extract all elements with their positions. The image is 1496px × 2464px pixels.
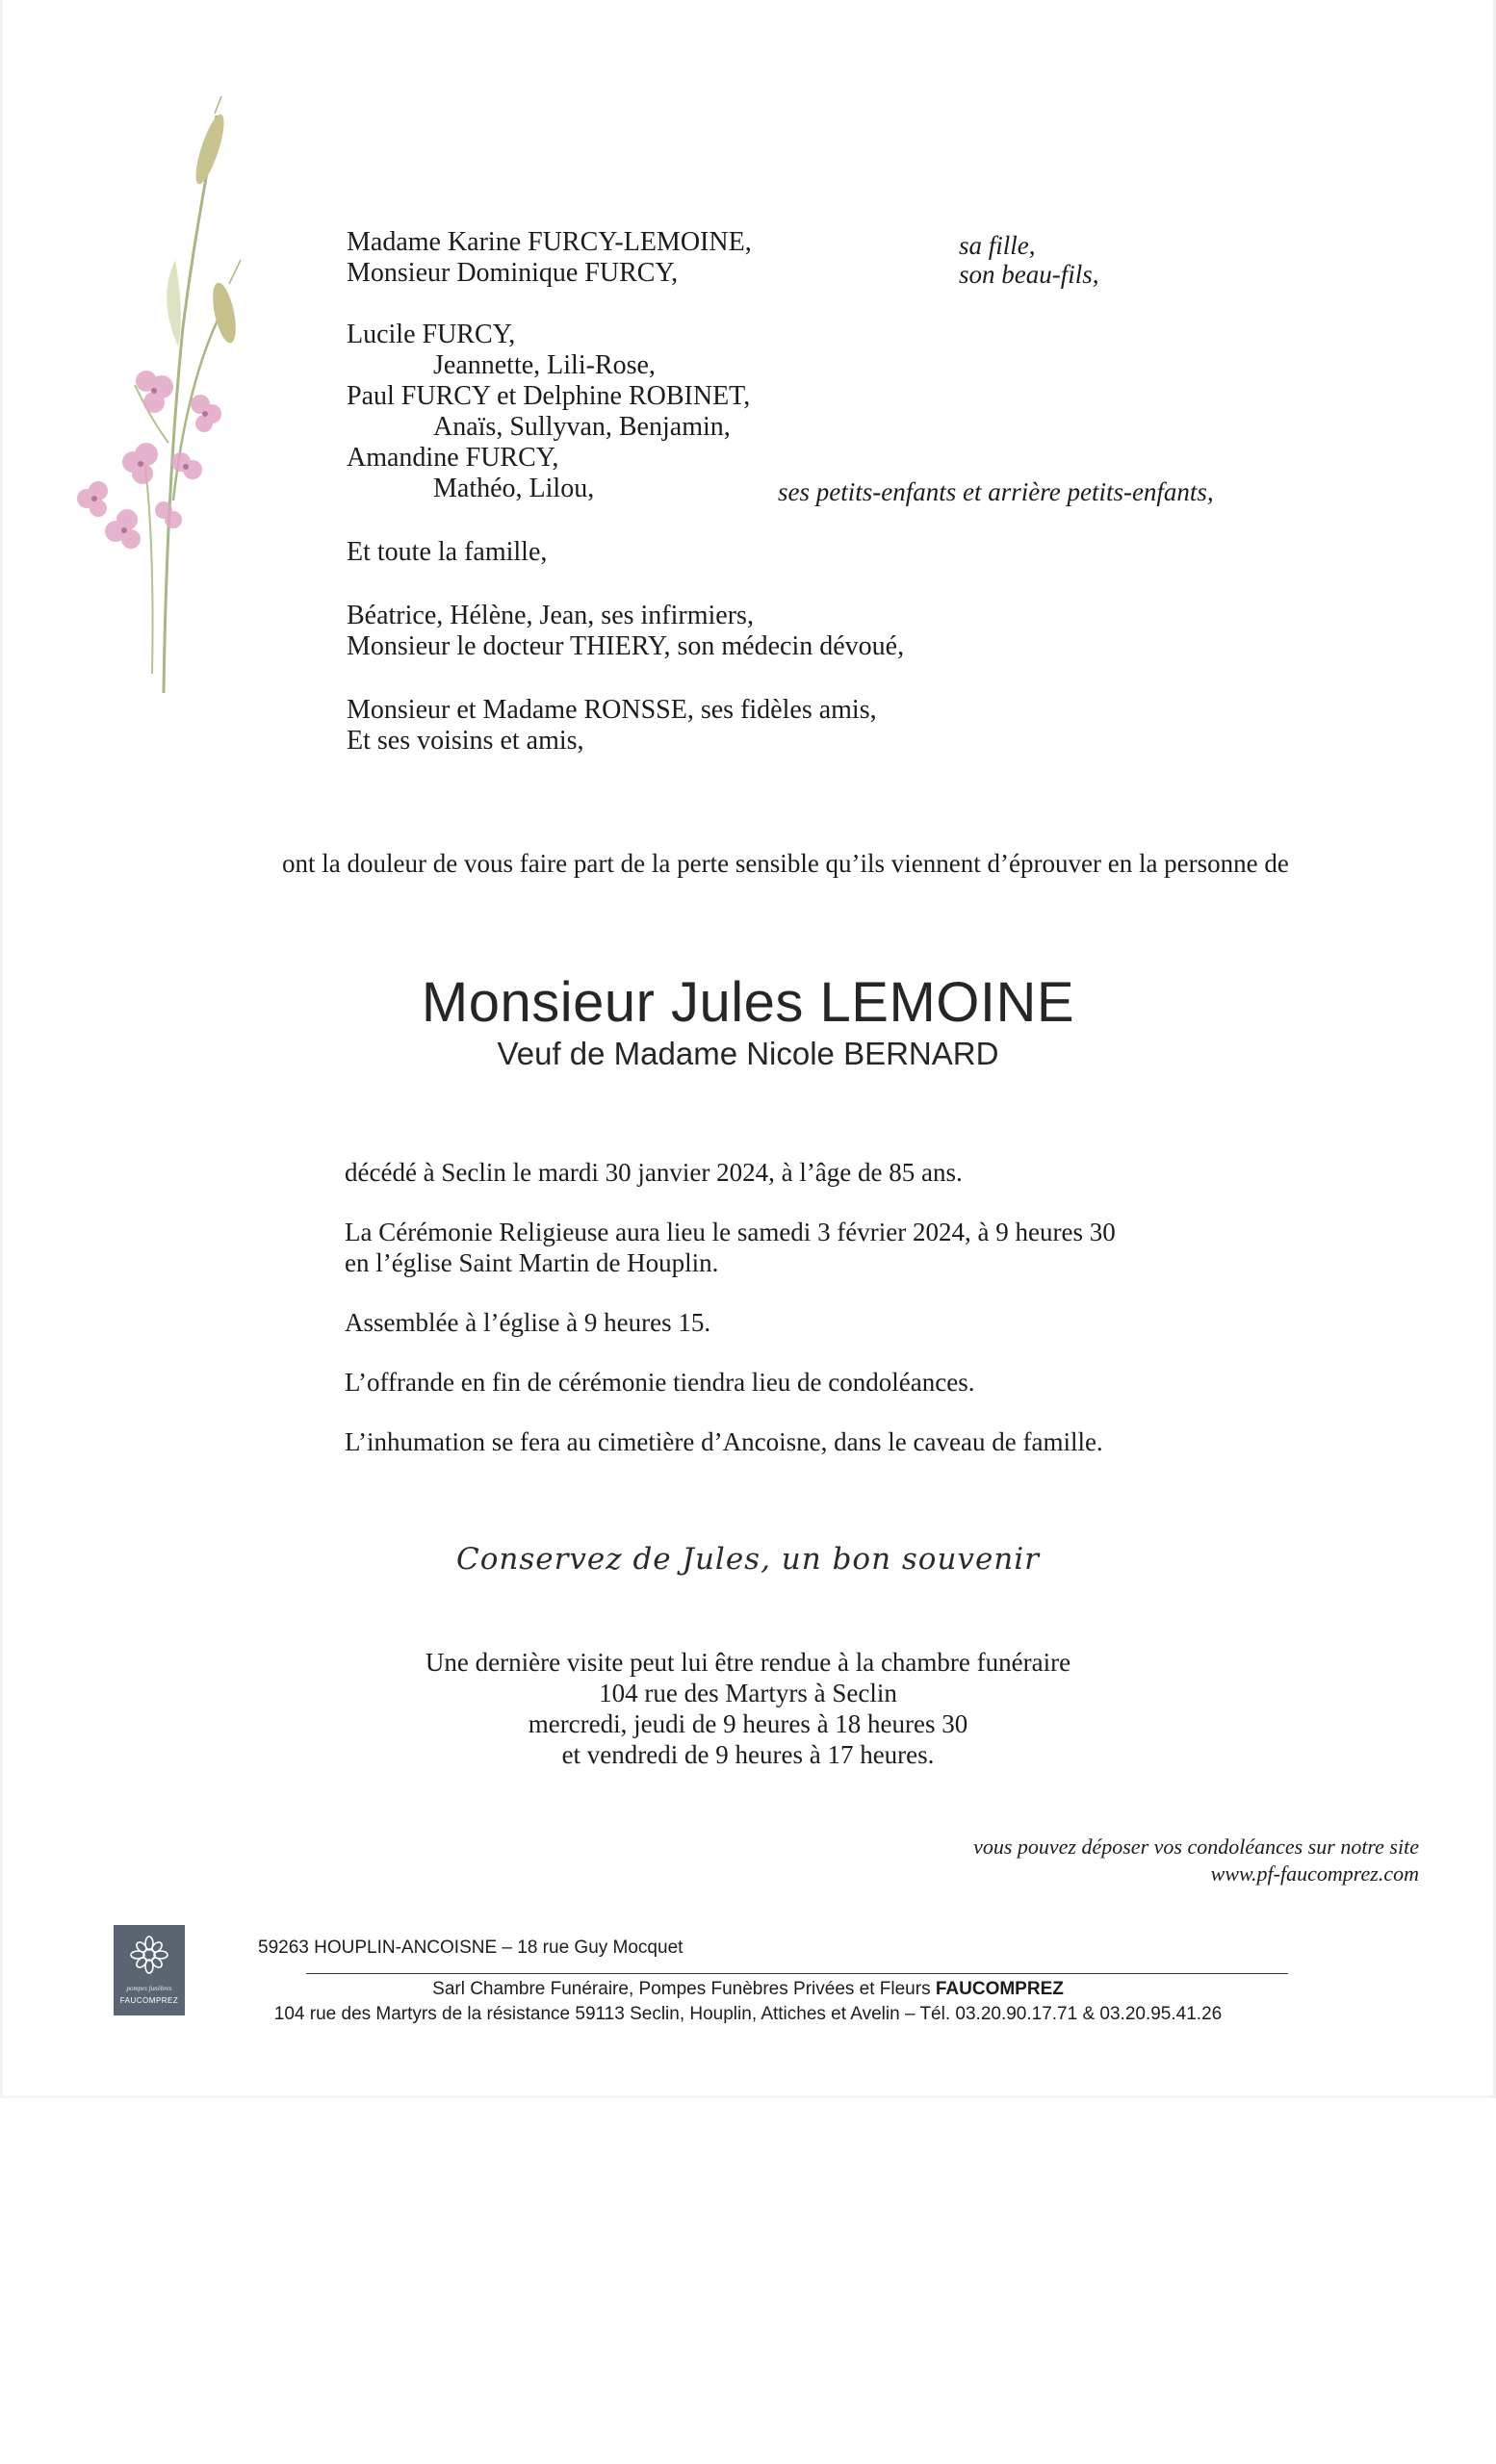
grandchild-line: Anaïs, Sullyvan, Benjamin, [433,412,731,442]
ceremony-location: en l’église Saint Martin de Houplin. [345,1248,719,1277]
burial-details: L’inhumation se fera au cimetière d’Ancoisne, dans le caveau de famille. [345,1427,1103,1456]
company-brand: FAUCOMPREZ [935,1979,1064,1999]
logo-tagline: pompes funèbres [126,1985,172,1992]
flower-illustration-icon [58,96,250,703]
logo-brand: FAUCOMPREZ [119,1996,179,2005]
offering-details: L’offrande en fin de cérémonie tiendra lieu de condoléances. [345,1368,975,1397]
friends-line: Monsieur et Madame RONSSE, ses fidèles amis, [347,695,877,725]
company-address: 104 rue des Martyrs de la résistance 59113 Seclin, Houplin, Attiches et Avelin – Tél. 03.20.90.17.71 & 03.20.95.41.26 [273,2004,1223,2024]
grandchild-line: Jeannette, Lili-Rose, [433,350,656,380]
assembly-details: Assemblée à l’église à 9 heures 15. [345,1308,711,1337]
visit-line: Une dernière visite peut lui être rendue à la chambre funéraire [425,1648,1071,1677]
agency-address: 59263 HOUPLIN-ANCOISNE – 18 rue Guy Mocquet [258,1938,684,1958]
grandchild-line: Lucile FURCY, [347,320,516,349]
condolences-note: vous pouvez déposer vos condoléances sur notre site [973,1835,1419,1859]
daughter-name: Madame Karine FURCY-LEMOINE, [347,227,752,257]
ceremony-details: La Cérémonie Religieuse aura lieu le samedi 3 février 2024, à 9 heures 30 [345,1218,1116,1246]
role-daughter: sa fille, [959,231,1036,260]
faucomprez-logo-icon [114,1925,185,2015]
deceased-name: Monsieur Jules LEMOINE [421,971,1075,1034]
friends-line: Et ses voisins et amis, [347,726,584,756]
footer-divider [306,1973,1288,1974]
role-son-in-law: son beau-fils, [959,260,1099,289]
deceased-subtitle: Veuf de Madame Nicole BERNARD [497,1036,999,1071]
role-grandchildren: ses petits-enfants et arrière petits-enfants, [778,477,1214,506]
flower-emblem-icon [114,1925,185,1985]
son-in-law-name: Monsieur Dominique FURCY, [347,258,679,288]
care-line: Béatrice, Hélène, Jean, ses infirmiers, [347,601,754,630]
company-line [0,1979,1496,2000]
grandchild-line: Mathéo, Lilou, [433,474,595,503]
announcement-text: ont la douleur de vous faire part de la perte sensible qu’ils viennent d’éprouver en la personne de [282,849,1289,878]
grandchild-line: Amandine FURCY, [347,443,559,473]
visit-line: et vendredi de 9 heures à 17 heures. [561,1740,935,1769]
visit-line: 104 rue des Martyrs à Seclin [599,1679,897,1707]
grandchild-line: Paul FURCY et Delphine ROBINET, [347,381,751,411]
website-link[interactable]: www.pf-faucomprez.com [1210,1861,1419,1886]
death-details: décédé à Seclin le mardi 30 janvier 2024, à l’âge de 85 ans. [345,1158,963,1187]
memory-line: Conservez de Jules, un bon souvenir [456,1542,1040,1577]
visit-line: mercredi, jeudi de 9 heures à 18 heures 30 [528,1709,968,1738]
whole-family-line: Et toute la famille, [347,537,548,567]
care-line: Monsieur le docteur THIERY, son médecin dévoué, [347,631,905,661]
company-description: Sarl Chambre Funéraire, Pompes Funèbres Privées et Fleurs [432,1979,936,1999]
